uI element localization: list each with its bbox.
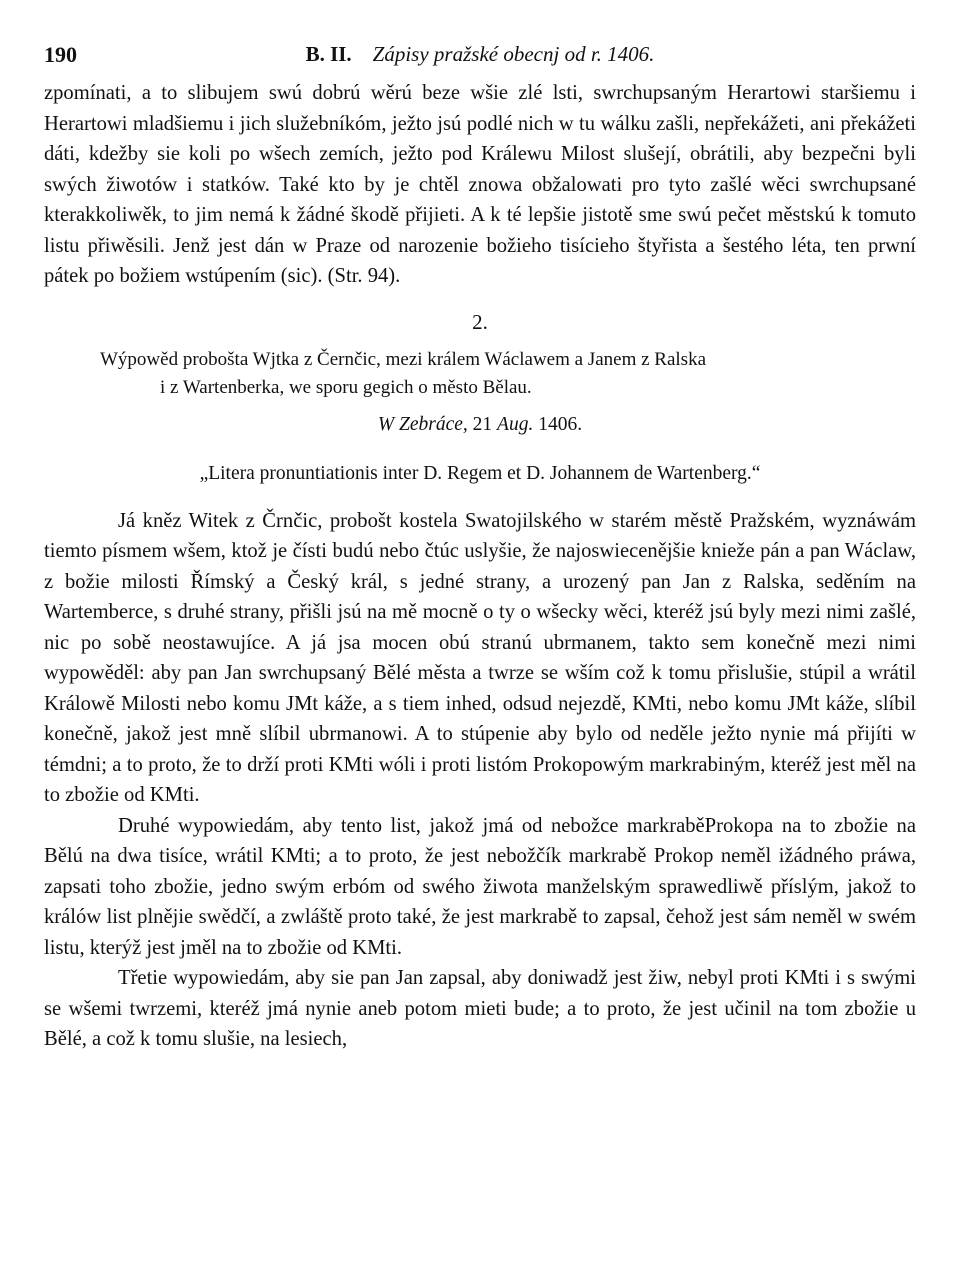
summary-line-2: i z Wartenberka, we sporu gegich o město Bělau. <box>160 376 532 398</box>
dateline <box>44 410 916 440</box>
date-day: 21 <box>472 413 493 435</box>
running-title <box>284 42 676 67</box>
body-paragraph-3: Třetie wypowiedám, aby sie pan Jan zapsal, aby doniwadž jest žiw, nebyl proti KMti i s swými se wšemi twrzemi, kteréž jmá nynie aneb potom mieti bude; a to proto, že jest učinil na tom zbožie u Bělé, a což k tomu slušie, na lesiech, <box>44 967 916 1050</box>
summary-line-1: Wýpowěd probošta Wjtka z Černčic, mezi králem Wáclawem a Janem z Ralska <box>100 348 707 370</box>
body-paragraph-1: Já kněz Witek z Črnčic, probošt kostela Swatojilského w starém městě Pražském, wyznáwám tiemto písmem wšem, ktož je čísti budú nebo čtúc uslyšie, že najoswiecenějšie knieže pán a pan Wáclaw, z božie milosti Římský a Český král, s jedné strany, a urozený pan Jan z Ralska, seděním na Wartemberce, s druhé strany, přišli jsú na mě mocně o ty o wšecky wěci, kteréž jsú byly mezi nimi zašlé, nic po sobě neostawujíce. A já jsa mocen obú stranú ubrmanem, takto sem konečně mezi nimi wypowěděl: aby pan Jan swrchupsaný Bělé města a twrze se wším což k tomu přislušie, stúpil a wrátil Králowě Milosti nebo komu JMt káže, a s tiem inhed, odsud nejezdě, KMti, nebo komu JMt káže, slíbil konečně, jakož jest mně slíbil ubrmanowi. A to stúpenie aby bylo od neděle ježto nynie má přijíti w témdni; a to proto, že to drží proti KMti wóli i proti listóm Prokopowým markrabiným, kteréž jest měl na to zbožie od KMti. <box>44 509 916 806</box>
continued-paragraph: zpomínati, a to slibujem swú dobrú wěrú beze wšie zlé lsti, swrchupsaným Herartowi staršiemu i Herartowi mladšiemu i jich služebníkóm, ježto jsú podlé nich w tu wálku zašli, nepřekážeti, ani překážeti dáti, kdežby sie koli po wšech zemích, ježto pod Králewu Milost slušejí, obrátili, aby bezpečni byli swých žiwotów i statków. Také kto by je chtěl znowa obžalowati pro tyto zašlé wěci swrchupsané kterakkoliwěk, to jim nemá k žádné škodě přijieti. A k té lepšie jistotě sme swú pečet městskú k tomuto listu přiwěsili. Jenž jest dán w Praze od narozenie božieho tisícieho štyřista a šestého léta, ten prwní pátek po božiem wstúpením (sic). (Str. 94). <box>44 82 916 287</box>
running-head <box>44 30 916 70</box>
date-year: 1406. <box>538 413 583 435</box>
book-label: B. II. <box>305 42 352 66</box>
latin-title: „Litera pronuntiationis inter D. Regem et D. Johannem de Wartenberg.“ <box>199 462 761 484</box>
body-paragraph-2: Druhé wypowiedám, aby tento list, jakož jmá od nebožce markraběProkopa na to zbožie na Bělú na dwa tisíce, wrátil KMti; a to proto, že jest nebožčík markrabě Prokop neměl ižádného práwa, zapsati toho zbožie, jedno swým erbóm od swého žiwota manželským sprawedliwě příslým, jakož to králów list plnějie swědčí, a zwláště proto také, že jest markrabě to zapsal, čehož jest sám neměl w swém listu, kterýž jest jměl na to zbožie od KMti. <box>44 814 916 959</box>
document-number: 2. <box>472 309 488 334</box>
document-summary <box>100 346 912 402</box>
date-place: W Zebráce, <box>377 413 468 435</box>
date-month: Aug. <box>497 413 534 435</box>
page-number: 190 <box>44 42 77 67</box>
section-title: Zápisy pražské obecnj od r. 1406. <box>372 42 655 66</box>
